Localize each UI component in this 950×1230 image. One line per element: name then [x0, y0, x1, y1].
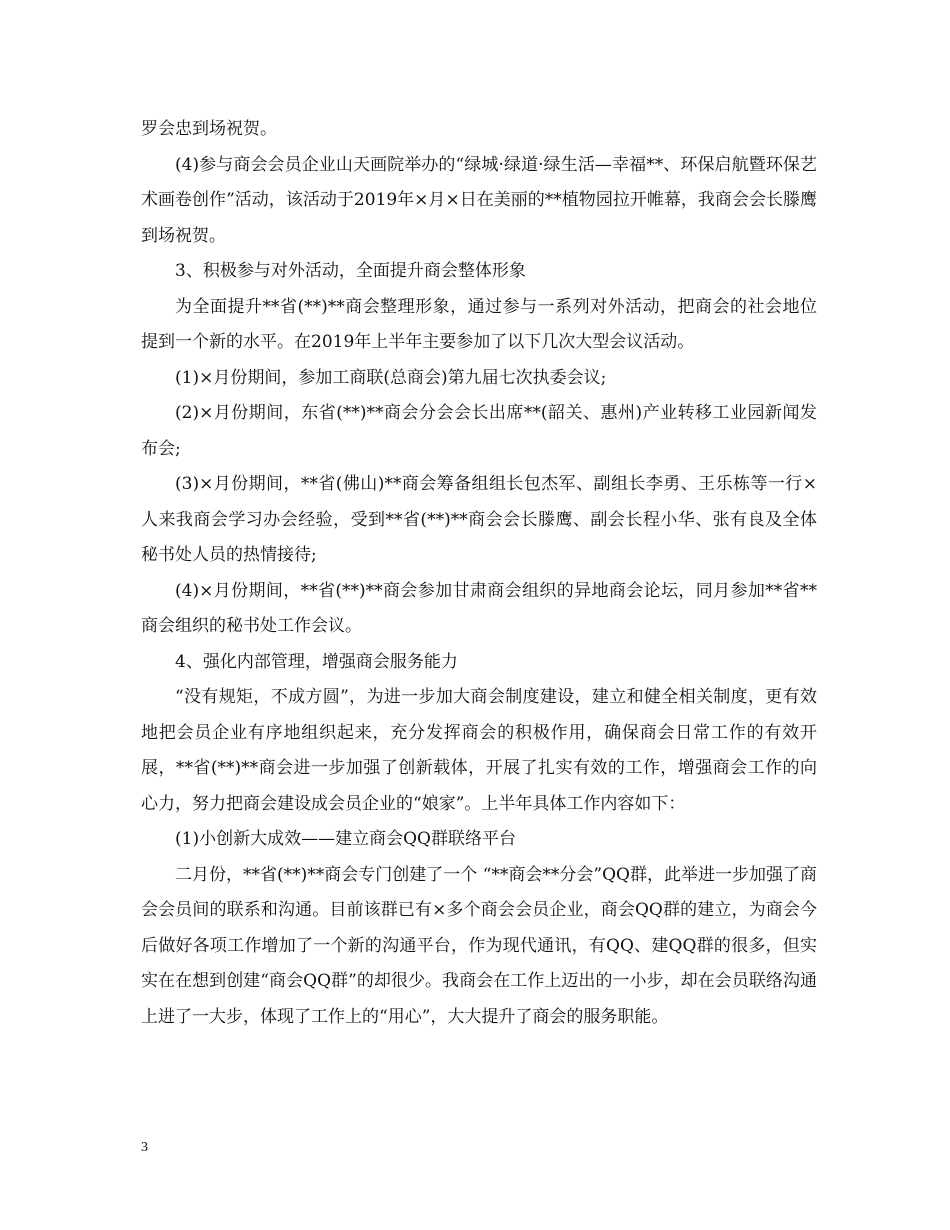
list-item-1: (1)×月份期间，参加工商联(总商会)第九届七次执委会议;: [175, 367, 607, 388]
document-body: [141, 112, 817, 1035]
section-heading-3: 3、积极参与对外活动，全面提升商会整体形象: [175, 261, 526, 281]
paragraph-continuation: 罗会忠到场祝贺。: [141, 119, 277, 139]
list-item-2: (2)×月份期间，东省(**)**商会分会会长出席**(韶关、惠州)产业转移工业园新闻发布会;: [141, 403, 817, 459]
list-item-3: (3)×月份期间，**省(佛山)**商会筹备组组长包杰军、副组长李勇、王乐栋等一行×人来我商会学习办会经验，受到**省(**)**商会会长滕鹰、副会长程小华、张有良及全体秘书处人员的热情接待;: [141, 474, 817, 565]
paragraph-item-4-painting-event: (4)参与商会会员企业山天画院举办的“绿城·绿道·绿生活—幸福**、环保启航暨环保艺术画卷创作”活动，该活动于2019年×月×日在美丽的**植物园拉开帷幕，我商会会长滕鹰到场祝贺。: [141, 154, 817, 246]
subheading-qq-group: (1)小创新大成效——建立商会QQ群联络平台: [175, 829, 516, 849]
section-heading-4: 4、强化内部管理，增强商会服务能力: [175, 651, 458, 672]
paragraph-external-activities: 为全面提升**省(**)**商会整理形象，通过参与一系列对外活动，把商会的社会地位提到一个新的水平。在2019年上半年主要参加了以下几次大型会议活动。: [141, 296, 817, 352]
page-number: 3: [141, 1140, 148, 1155]
paragraph-qq-group: 二月份，**省(**)**商会专门创建了一个 “**商会**分会”QQ群，此举进一步加强了商会会员间的联系和沟通。目前该群已有×多个商会会员企业，商会QQ群的建立，为商会今后做好各项工作增加了一个新的沟通平台，作为现代通讯，有QQ、建QQ群的很多，但实实在在想到创建“商会QQ群”的却很少。我商会在工作上迈出的一小步，却在会员联络沟通上进了一大步，体现了工作上的“用心”，大大提升了商会的服务职能。: [141, 864, 817, 1027]
paragraph-internal-management: “没有规矩，不成方圆”，为进一步加大商会制度建设，建立和健全相关制度，更有效地把会员企业有序地组织起来，充分发挥商会的积极作用，确保商会日常工作的有效开展，**省(**)**商会进一步加强了创新载体，开展了扎实有效的工作，增强商会工作的向心力，努力把商会建设成会员企业的“娘家”。上半年具体工作内容如下：: [141, 687, 817, 814]
list-item-4: (4)×月份期间，**省(**)**商会参加甘肃商会组织的异地商会论坛，同月参加**省**商会组织的秘书处工作会议。: [141, 580, 817, 636]
